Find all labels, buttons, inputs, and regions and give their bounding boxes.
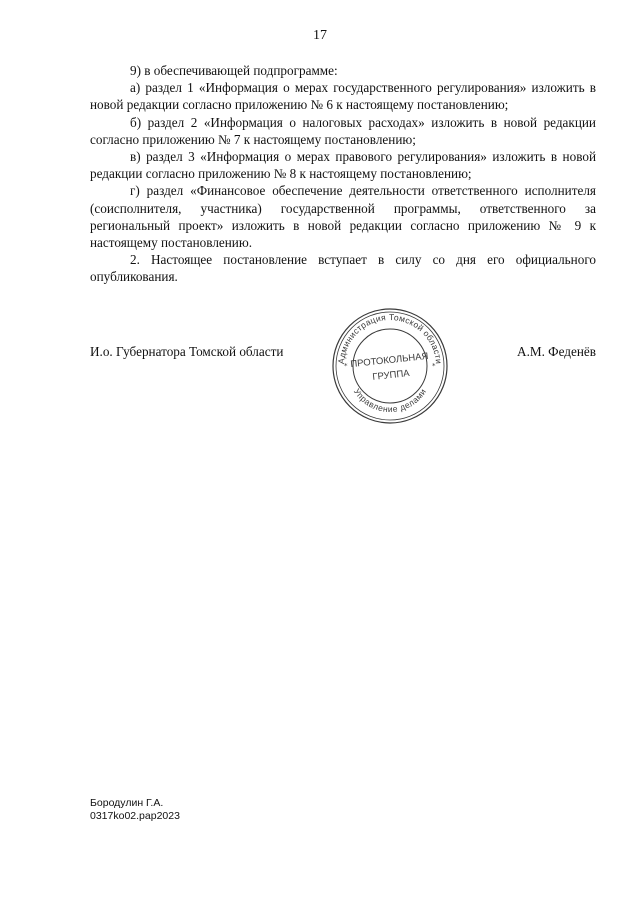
paragraph-subprogram: 9) в обеспечивающей подпрограмме: <box>130 63 338 78</box>
signatory-name: А.М. Феденёв <box>517 344 596 359</box>
svg-text:*: * <box>344 362 348 370</box>
stamp-center-line2: ГРУППА <box>371 368 411 383</box>
stamp-ring-bottom: Управление делами <box>351 386 429 415</box>
footer <box>90 797 180 823</box>
footer-author: Бородулин Г.А. <box>90 797 164 809</box>
signatory-title: И.о. Губернатора Томской области <box>90 344 284 359</box>
page-number: 17 <box>313 28 327 43</box>
paragraph-effective-date: 2. Настоящее постановление вступает в силу со дня его официального опубликования. <box>90 252 596 285</box>
paragraph-b: б) раздел 2 «Информация о налоговых расходах» изложить в новой редакции согласно приложению № 7 к настоящему постановлению; <box>90 114 596 147</box>
document-body <box>90 62 596 286</box>
paragraph-a: а) раздел 1 «Информация о мерах государственного регулирования» изложить в новой редакции согласно приложению № 6 к настоящему постановлению; <box>90 80 596 113</box>
paragraph-c: в) раздел 3 «Информация о мерах правового регулирования» изложить в новой редакции согласно приложению № 8 к настоящему постановлению; <box>90 149 596 182</box>
paragraph-d: г) раздел «Финансовое обеспечение деятельности ответственного исполнителя (соисполнителя, участника) государственной программы, ответственного за региональный проект» изложить в новой редакции согласно приложению № 9 к настоящему постановлению. <box>90 183 596 251</box>
official-stamp <box>330 306 450 426</box>
svg-text:Управление делами <box>352 387 428 414</box>
stamp-ring-top: Администрация Томской области <box>335 311 444 365</box>
footer-code: 0317ko02.pap2023 <box>90 810 180 822</box>
svg-text:*: * <box>432 362 436 370</box>
stamp-center-line1: ПРОТОКОЛЬНАЯ <box>349 350 429 371</box>
